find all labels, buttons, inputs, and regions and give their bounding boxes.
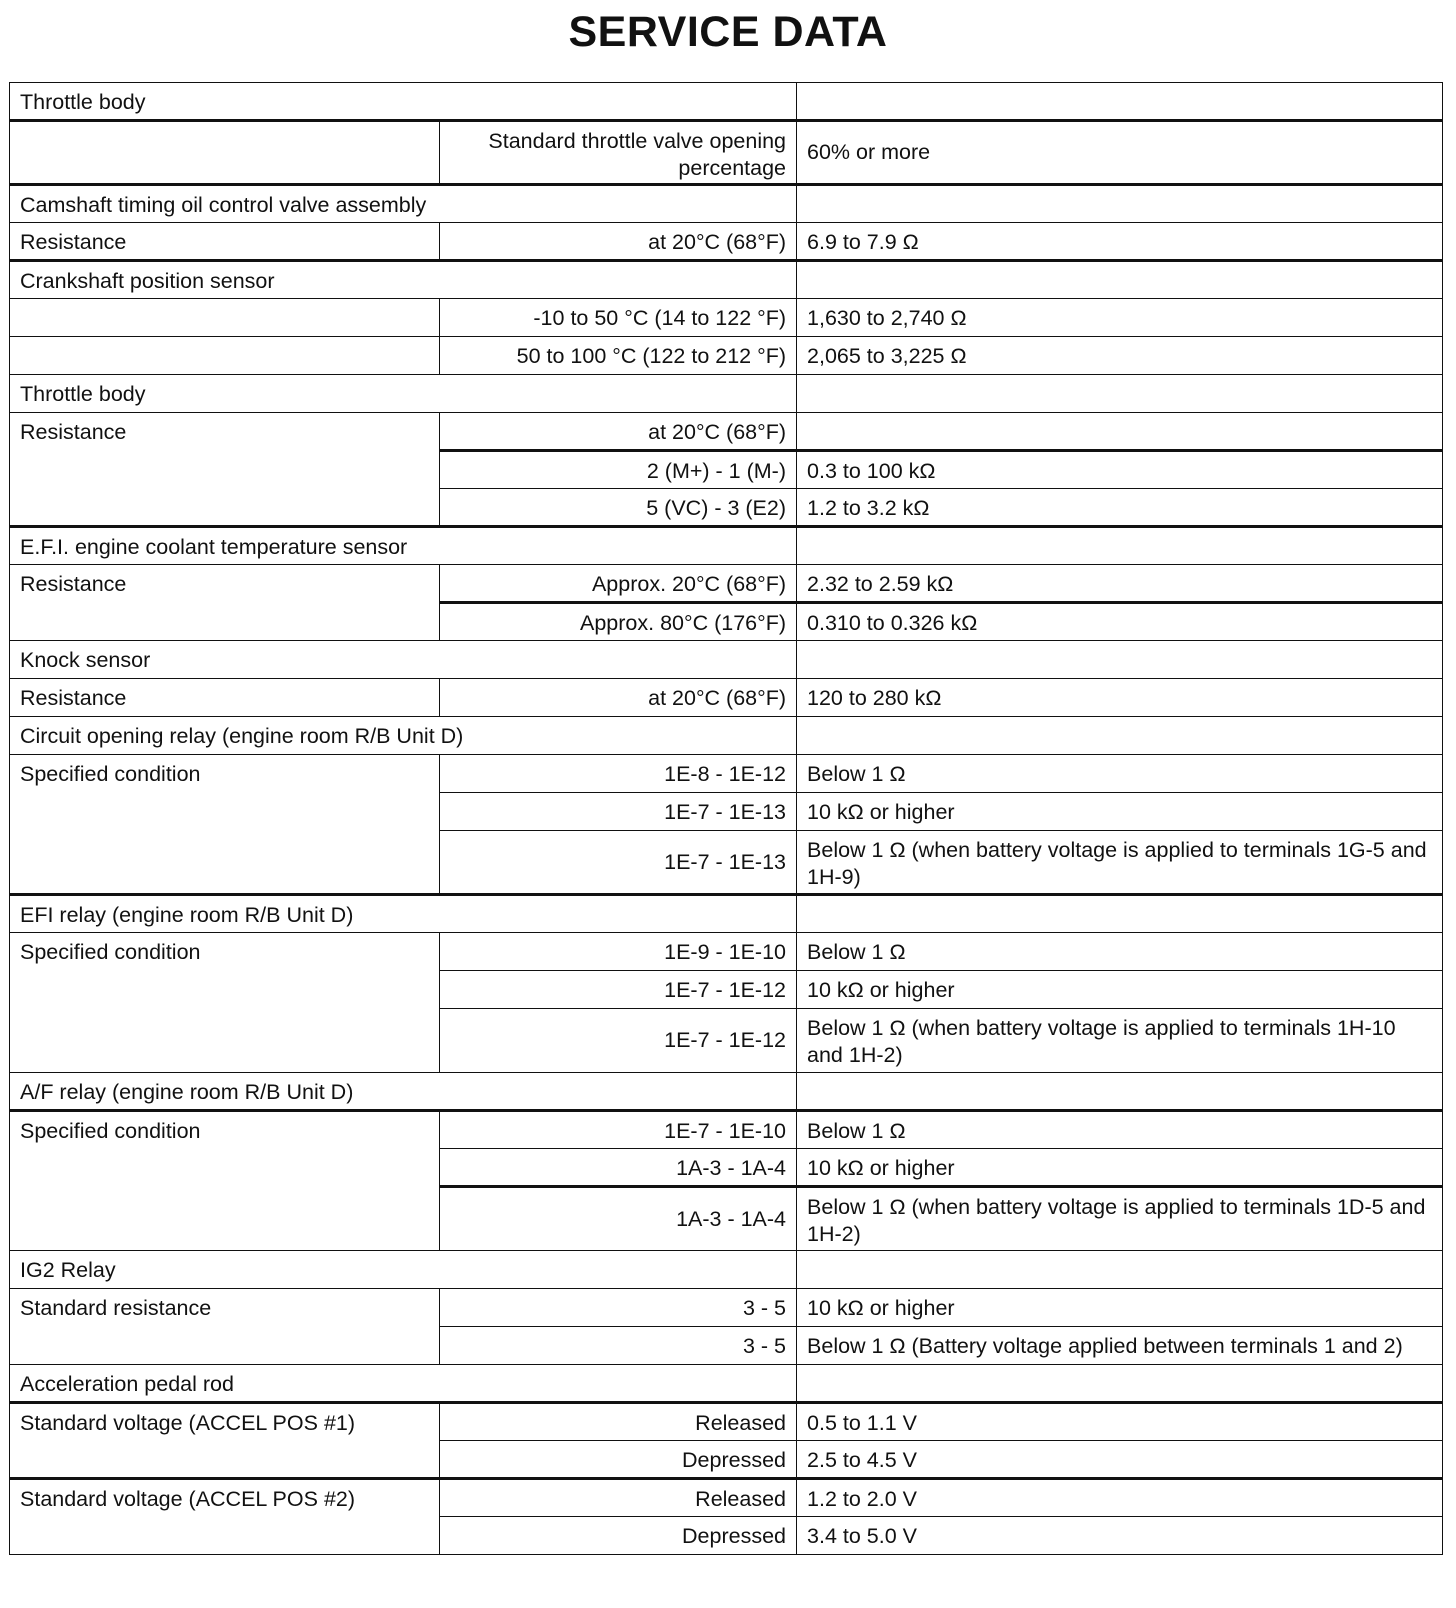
value-cell: Below 1 Ω — [797, 1111, 1443, 1149]
condition-cell: Depressed — [440, 1441, 797, 1479]
section-title: A/F relay (engine room R/B Unit D) — [10, 1073, 797, 1111]
value-cell: 2,065 to 3,225 Ω — [797, 337, 1443, 375]
table-row — [10, 299, 1443, 337]
condition-cell: 1E-7 - 1E-13 — [440, 793, 797, 831]
table-row — [10, 933, 1443, 971]
value-cell: 1.2 to 3.2 kΩ — [797, 489, 1443, 527]
condition-cell: -10 to 50 °C (14 to 122 °F) — [440, 299, 797, 337]
condition-cell: 3 - 5 — [440, 1327, 797, 1365]
item-cell: Resistance — [10, 413, 440, 527]
value-cell: 0.5 to 1.1 V — [797, 1403, 1443, 1441]
value-cell: 120 to 280 kΩ — [797, 679, 1443, 717]
item-cell — [10, 337, 440, 375]
item-cell — [10, 121, 440, 185]
section-title: Crankshaft position sensor — [10, 261, 797, 299]
value-cell — [797, 185, 1443, 223]
section-row — [10, 527, 1443, 565]
condition-cell: at 20°C (68°F) — [440, 413, 797, 451]
table-row — [10, 337, 1443, 375]
item-cell: Specified condition — [10, 933, 440, 1073]
condition-cell: Standard throttle valve opening percentage — [440, 121, 797, 185]
value-cell: Below 1 Ω (when battery voltage is applied to terminals 1G-5 and 1H-9) — [797, 831, 1443, 895]
table-row — [10, 1289, 1443, 1327]
section-title: Throttle body — [10, 83, 797, 121]
condition-cell: Approx. 20°C (68°F) — [440, 565, 797, 603]
condition-cell: 2 (M+) - 1 (M-) — [440, 451, 797, 489]
condition-cell: 1E-7 - 1E-12 — [440, 971, 797, 1009]
section-title: Throttle body — [10, 375, 797, 413]
value-cell: Below 1 Ω — [797, 755, 1443, 793]
value-cell — [797, 1073, 1443, 1111]
table-row — [10, 121, 1443, 185]
item-cell: Resistance — [10, 565, 440, 641]
section-row — [10, 895, 1443, 933]
condition-cell: 1A-3 - 1A-4 — [440, 1187, 797, 1251]
section-row — [10, 1073, 1443, 1111]
value-cell: Below 1 Ω (when battery voltage is applied to terminals 1D-5 and 1H-2) — [797, 1187, 1443, 1251]
table-row — [10, 755, 1443, 793]
value-cell: 60% or more — [797, 121, 1443, 185]
value-cell: 1,630 to 2,740 Ω — [797, 299, 1443, 337]
value-cell — [797, 717, 1443, 755]
table-row — [10, 1403, 1443, 1441]
value-cell — [797, 83, 1443, 121]
item-cell: Resistance — [10, 679, 440, 717]
value-cell: 2.32 to 2.59 kΩ — [797, 565, 1443, 603]
table-row — [10, 1111, 1443, 1149]
table-row — [10, 223, 1443, 261]
item-cell: Specified condition — [10, 755, 440, 895]
section-title: E.F.I. engine coolant temperature sensor — [10, 527, 797, 565]
condition-cell: 1A-3 - 1A-4 — [440, 1149, 797, 1187]
value-cell: 0.3 to 100 kΩ — [797, 451, 1443, 489]
item-cell — [10, 299, 440, 337]
table-row — [10, 1479, 1443, 1517]
value-cell — [797, 1251, 1443, 1289]
condition-cell: 5 (VC) - 3 (E2) — [440, 489, 797, 527]
section-row — [10, 717, 1443, 755]
item-cell: Specified condition — [10, 1111, 440, 1251]
value-cell — [797, 261, 1443, 299]
section-row — [10, 1365, 1443, 1403]
condition-cell: 1E-7 - 1E-12 — [440, 1009, 797, 1073]
section-title: Acceleration pedal rod — [10, 1365, 797, 1403]
value-cell — [797, 413, 1443, 451]
value-cell — [797, 375, 1443, 413]
value-cell — [797, 641, 1443, 679]
item-cell: Resistance — [10, 223, 440, 261]
value-cell: 2.5 to 4.5 V — [797, 1441, 1443, 1479]
section-row — [10, 375, 1443, 413]
section-row — [10, 641, 1443, 679]
service-data-table — [9, 82, 1443, 1555]
value-cell: 10 kΩ or higher — [797, 1289, 1443, 1327]
section-row — [10, 261, 1443, 299]
condition-cell: 1E-7 - 1E-13 — [440, 831, 797, 895]
condition-cell: Released — [440, 1479, 797, 1517]
condition-cell: at 20°C (68°F) — [440, 223, 797, 261]
page-title: SERVICE DATA — [568, 8, 888, 56]
value-cell: Below 1 Ω (Battery voltage applied between terminals 1 and 2) — [797, 1327, 1443, 1365]
value-cell: 10 kΩ or higher — [797, 1149, 1443, 1187]
condition-cell: 3 - 5 — [440, 1289, 797, 1327]
value-cell: 10 kΩ or higher — [797, 793, 1443, 831]
value-cell — [797, 1365, 1443, 1403]
section-title: Circuit opening relay (engine room R/B Unit D) — [10, 717, 797, 755]
value-cell: 10 kΩ or higher — [797, 971, 1443, 1009]
condition-cell: 1E-9 - 1E-10 — [440, 933, 797, 971]
table-row — [10, 565, 1443, 603]
section-title: Camshaft timing oil control valve assembly — [10, 185, 797, 223]
table-row — [10, 413, 1443, 451]
value-cell — [797, 527, 1443, 565]
section-row — [10, 83, 1443, 121]
item-cell: Standard voltage (ACCEL POS #1) — [10, 1403, 440, 1479]
condition-cell: 1E-8 - 1E-12 — [440, 755, 797, 793]
value-cell: 0.310 to 0.326 kΩ — [797, 603, 1443, 641]
section-title: IG2 Relay — [10, 1251, 797, 1289]
table-row — [10, 679, 1443, 717]
value-cell: Below 1 Ω (when battery voltage is applied to terminals 1H-10 and 1H-2) — [797, 1009, 1443, 1073]
item-cell: Standard voltage (ACCEL POS #2) — [10, 1479, 440, 1555]
section-row — [10, 1251, 1443, 1289]
value-cell: 3.4 to 5.0 V — [797, 1517, 1443, 1555]
condition-cell: Approx. 80°C (176°F) — [440, 603, 797, 641]
condition-cell: 1E-7 - 1E-10 — [440, 1111, 797, 1149]
section-title: Knock sensor — [10, 641, 797, 679]
section-title: EFI relay (engine room R/B Unit D) — [10, 895, 797, 933]
item-cell: Standard resistance — [10, 1289, 440, 1365]
value-cell — [797, 895, 1443, 933]
condition-cell: Depressed — [440, 1517, 797, 1555]
value-cell: 6.9 to 7.9 Ω — [797, 223, 1443, 261]
value-cell: 1.2 to 2.0 V — [797, 1479, 1443, 1517]
condition-cell: at 20°C (68°F) — [440, 679, 797, 717]
condition-cell: Released — [440, 1403, 797, 1441]
value-cell: Below 1 Ω — [797, 933, 1443, 971]
section-row — [10, 185, 1443, 223]
condition-cell: 50 to 100 °C (122 to 212 °F) — [440, 337, 797, 375]
